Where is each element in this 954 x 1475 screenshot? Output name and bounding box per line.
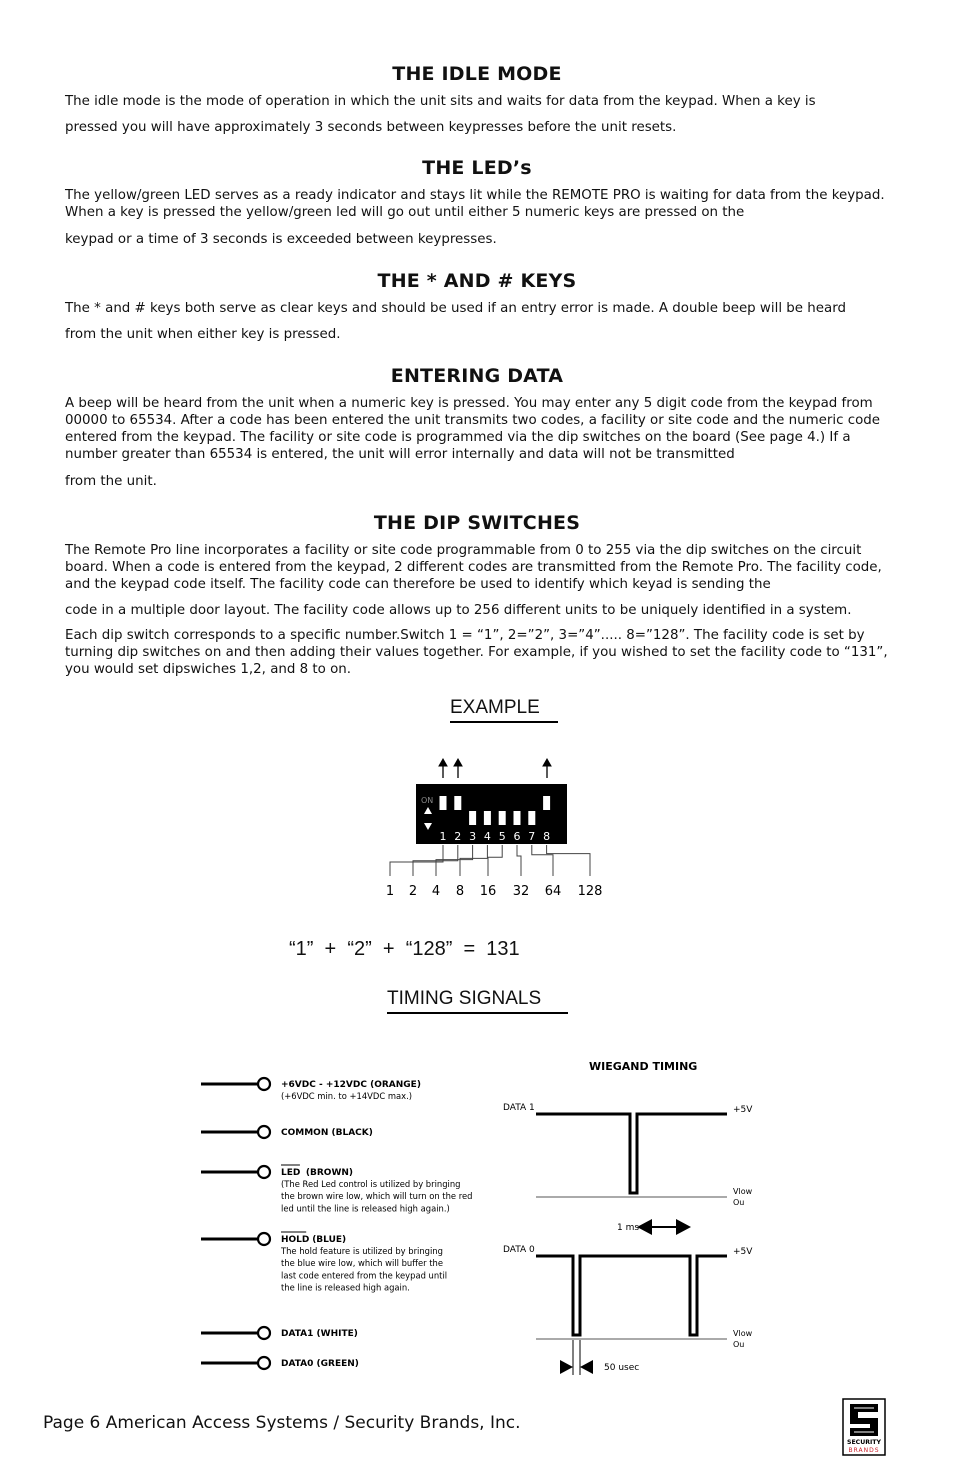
leader-line [488, 845, 502, 876]
one-ms-label: 1 ms [617, 1223, 640, 1233]
data1-waveform [536, 1114, 727, 1193]
logo-text-security: SECURITY [846, 1439, 882, 1446]
wire-note: the brown wire low, which will turn on the red [281, 1191, 473, 1202]
wire-note: led until the line is released high again.) [281, 1203, 450, 1214]
dip-para-1: The Remote Pro line incorporates a facility or site code programmable from 0 to 255 via the dip switches on the circuit board. When a code is entered from the keypad, 2 different codes are transmitted from the Remote Pro. The facility code, and the keypad code itself. The facility code can therefore be used to identify which keyad is sending the [65, 543, 882, 592]
wire-item [201, 1126, 373, 1138]
timing-diagram [0, 1050, 954, 1390]
wiegand-title: WIEGAND TIMING [589, 1060, 698, 1073]
dip-switch-1-on [440, 796, 447, 810]
entering-data-para-2: from the unit. [65, 474, 157, 489]
switch-value-label: 128 [577, 884, 603, 899]
one-ms-arrow-right-icon [676, 1219, 691, 1235]
terminal-icon [258, 1078, 270, 1090]
wire-note: last code entered from the keypad until [281, 1270, 448, 1281]
timing-signals-heading: TIMING SIGNALS [387, 988, 541, 1010]
idle-mode-para-2: pressed you will have approximately 3 seconds between keypresses before the unit resets. [65, 120, 677, 135]
terminal-icon [258, 1166, 270, 1178]
dip-switch-4-off [484, 811, 491, 825]
section-title-idle-mode: THE IDLE MODE [392, 63, 562, 85]
usec-arrow-left-icon [560, 1360, 573, 1374]
data1-vlow-label: Vlow [733, 1187, 753, 1196]
data0-waveform [536, 1256, 727, 1335]
wire-item [201, 1078, 421, 1101]
switch-number: 4 [483, 830, 491, 843]
wire-item [201, 1327, 358, 1339]
logo-text-brands: BRANDS [848, 1447, 880, 1454]
usec-label: 50 usec [604, 1363, 640, 1373]
dip-switch-7-off [528, 811, 535, 825]
page-footer: Page 6 American Access Systems / Security Brands, Inc. [43, 1413, 521, 1433]
terminal-icon [258, 1233, 270, 1245]
switch-value-label: 64 [544, 884, 562, 899]
section-title-keys: THE * AND # KEYS [377, 270, 577, 292]
data0-vlow-label: Vlow [733, 1329, 753, 1338]
dip-switch-8-on [543, 796, 550, 810]
wire-label: DATA1 (WHITE) [281, 1329, 358, 1339]
wire-note: (The Red Led control is utilized by bringing [281, 1179, 461, 1189]
idle-mode-para-1: The idle mode is the mode of operation in which the unit sits and waits for data from the keypad. When a key is [65, 94, 816, 109]
leader-lines [390, 845, 590, 876]
wire-label: +6VDC - +12VDC (ORANGE) [281, 1080, 421, 1090]
dip-switch-3-off [469, 811, 476, 825]
terminal-icon [258, 1126, 270, 1138]
usec-arrow-right-icon [580, 1360, 593, 1374]
terminal-icon [258, 1357, 270, 1369]
switch-value-label: 16 [479, 884, 497, 899]
wire-note: the blue wire low, which will buffer the [281, 1258, 443, 1269]
terminal-icon [258, 1327, 270, 1339]
on-label: ON [421, 796, 434, 805]
switch-value-label: 8 [455, 884, 465, 899]
leader-line [517, 845, 521, 876]
wire-item [201, 1165, 472, 1213]
wire-label-active-low: LED [281, 1168, 301, 1178]
example-heading: EXAMPLE [450, 697, 540, 719]
leds-para-2: keypad or a time of 3 seconds is exceeded between keypresses. [65, 232, 497, 247]
data0-label: DATA 0 [503, 1245, 535, 1255]
switch-number: 5 [498, 830, 506, 843]
dip-para-3: Each dip switch corresponds to a specific number.Switch 1 = “1”, 2=”2”, 3=”4”..... 8=”128”. The facility code is set by turning dip switches on and then adding their values together. For example, if you wished to set the facility code to “131”, you would set dipswiches 1,2, and 8 to on. [65, 628, 888, 677]
leader-line [460, 845, 487, 876]
keys-para-2: from the unit when either key is pressed. [65, 327, 341, 342]
wire-item [201, 1232, 447, 1293]
switch-number: 6 [513, 830, 521, 843]
keys-para-1: The * and # keys both serve as clear keys and should be used if an entry error is made. A double beep will be heard [65, 301, 846, 316]
data1-ou-label: Ou [733, 1198, 745, 1207]
switch-number: 3 [469, 830, 477, 843]
dip-switch-6-off [514, 811, 521, 825]
leader-line [413, 845, 458, 876]
leds-para-1: The yellow/green LED serves as a ready indicator and stays lit while the REMOTE PRO is waiting for data from the keypad. When a key is pressed the yellow/green led will go out until either 5 numeric keys are pressed on the [65, 188, 885, 220]
logo-s-mark [850, 1404, 878, 1436]
dip-switch-diagram [0, 750, 954, 940]
one-ms-arrow-left-icon [637, 1219, 652, 1235]
dip-switch-5-off [499, 811, 506, 825]
entering-data-para-1: A beep will be heard from the unit when a numeric key is pressed. You may enter any 5 digit code from the keypad from 00000 to 65534. After a code has been entered the unit transmits two codes, a facility or site code and the numeric code entered from the keypad. The facility or site code is programmed via the dip switches on the board (See page 4.) If a number greater than 65534 is entered, the unit will error internally and data will not be transmitted [65, 396, 881, 462]
switch-number: 7 [528, 830, 536, 843]
data1-label: DATA 1 [503, 1103, 535, 1113]
wire-label: DATA0 (GREEN) [281, 1359, 359, 1369]
section-title-entering-data: ENTERING DATA [390, 365, 564, 387]
wire-label: (BLUE) [312, 1235, 347, 1245]
switch-value-label: 32 [512, 884, 530, 899]
dip-para-2: code in a multiple door layout. The facility code allows up to 256 different units to be uniquely identified in a system. [65, 603, 852, 618]
security-brands-logo [842, 1398, 886, 1456]
wire-item [201, 1357, 359, 1369]
data0-ou-label: Ou [733, 1340, 745, 1349]
switch-value-label: 2 [408, 884, 418, 899]
wire-label-active-low: HOLD [281, 1235, 310, 1245]
on-arrows [439, 759, 551, 778]
wire-note: the line is released high again. [281, 1282, 410, 1293]
section-title-dip-switches: THE DIP SWITCHES [373, 512, 581, 534]
section-title-leds: THE LED’s [422, 157, 532, 179]
value-labels [386, 884, 603, 899]
wire-list [201, 1078, 472, 1369]
wire-note: (+6VDC min. to +14VDC max.) [281, 1091, 413, 1101]
switch-value-label: 4 [431, 884, 441, 899]
wire-label: COMMON (BLACK) [281, 1128, 373, 1138]
wire-note: The hold feature is utilized by bringing [281, 1246, 443, 1256]
switch-value-label: 1 [385, 884, 395, 899]
facility-code-equation: “1” + “2” + “128” = 131 [289, 938, 520, 960]
switch-number: 8 [543, 830, 551, 843]
switch-number: 2 [454, 830, 462, 843]
wire-label: (BROWN) [305, 1168, 354, 1178]
data1-5v-label: +5V [733, 1105, 753, 1115]
data0-5v-label: +5V [733, 1247, 753, 1257]
dip-switch-2-on [454, 796, 461, 810]
switch-number: 1 [439, 830, 447, 843]
leader-line [532, 845, 553, 876]
